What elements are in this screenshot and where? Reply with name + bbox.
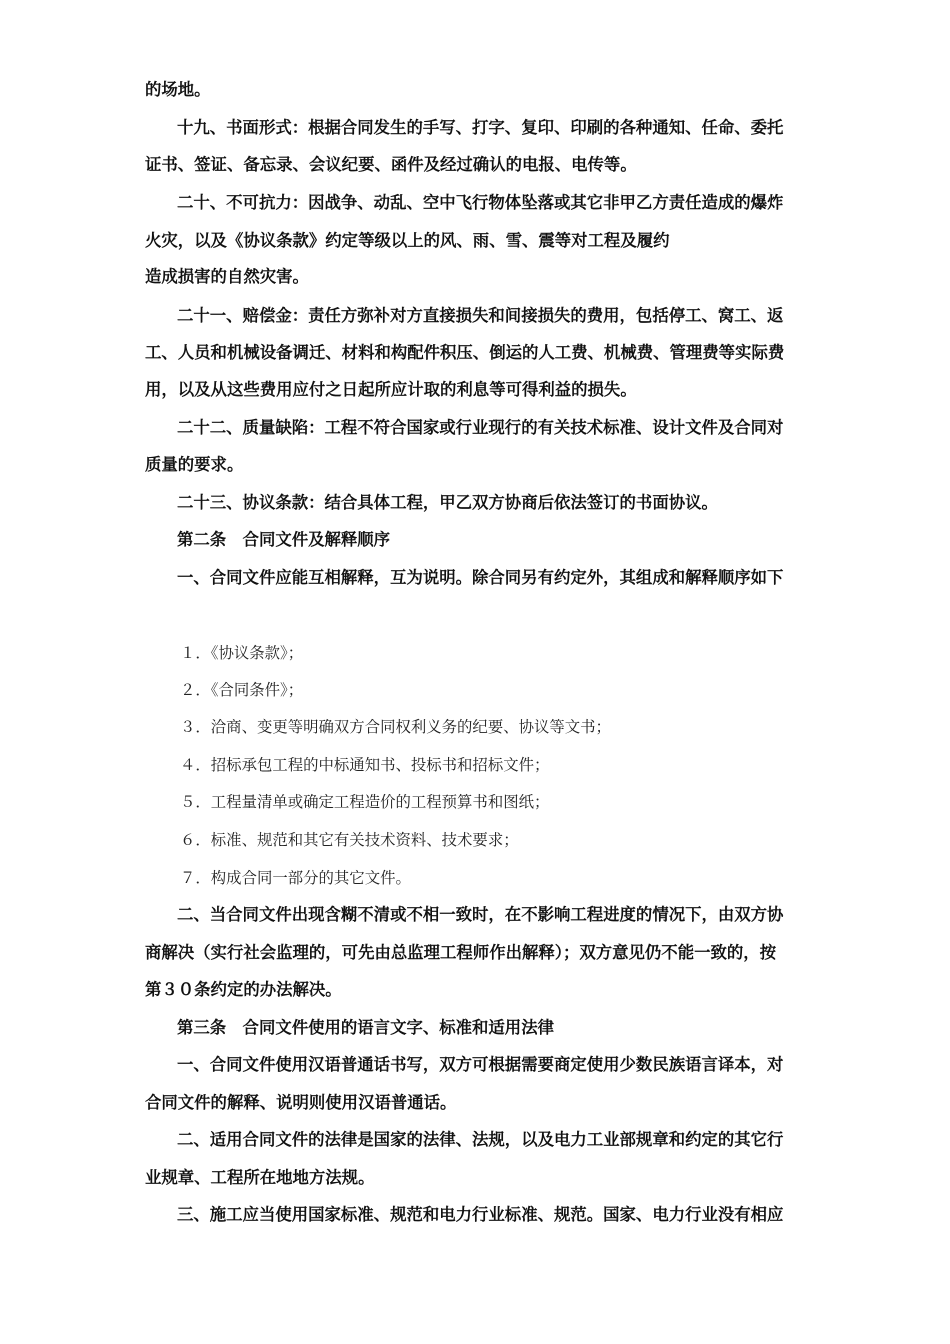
list-item: １．《协议条款》； [180, 644, 304, 662]
article-3-heading: 第三条 合同文件使用的语言文字、标准和适用法律 [177, 1018, 554, 1037]
clause-20-line-2: 火灾，以及《协议条款》约定等级以上的风、雨、雪、震等对工程及履约 [145, 231, 670, 250]
clause-22-line-2: 质量的要求。 [145, 455, 244, 474]
clause-21-line-2: 工、人员和机械设备调迁、材料和构配件积压、倒运的人工费、机械费、管理费等实际费 [145, 343, 785, 362]
article-3-para-2-line-2: 业规章、工程所在地地方法规。 [145, 1168, 375, 1187]
clause-20-line-1: 二十、不可抗力：因战争、动乱、空中飞行物体坠落或其它非甲乙方责任造成的爆炸 [177, 193, 784, 212]
list-item: ５．工程量清单或确定工程造价的工程预算书和图纸； [180, 793, 550, 811]
clause-19-line-2: 证书、签证、备忘录、会议纪要、函件及经过确认的电报、电传等。 [145, 155, 637, 174]
text-line: 的场地。 [145, 80, 211, 99]
list-item: ４．招标承包工程的中标通知书、投标书和招标文件； [180, 756, 550, 774]
clause-21-line-1: 二十一、赔偿金：责任方弥补对方直接损失和间接损失的费用，包括停工、窝工、返 [177, 306, 784, 325]
clause-22-line-1: 二十二、质量缺陷：工程不符合国家或行业现行的有关技术标准、设计文件及合同对 [177, 418, 784, 437]
clause-20-line-3: 造成损害的自然灾害。 [145, 267, 309, 286]
article-3-para-1-line-1: 一、合同文件使用汉语普通话书写，双方可根据需要商定使用少数民族语言译本，对 [177, 1055, 784, 1074]
article-3-para-3-line-1: 三、施工应当使用国家标准、规范和电力行业标准、规范。国家、电力行业没有相应 [177, 1205, 784, 1224]
list-item: ７．构成合同一部分的其它文件。 [180, 869, 411, 887]
clause-23-line-1: 二十三、协议条款：结合具体工程，甲乙双方协商后依法签订的书面协议。 [177, 493, 718, 512]
clause-19-line-1: 十九、书面形式：根据合同发生的手写、打字、复印、印刷的各种通知、任命、委托 [177, 118, 784, 137]
list-item: ３．洽商、变更等明确双方合同权利义务的纪要、协议等文书； [180, 718, 611, 736]
list-item: ６．标准、规范和其它有关技术资料、技术要求； [180, 831, 519, 849]
article-2-heading: 第二条 合同文件及解释顺序 [177, 530, 391, 549]
article-2-para-2-line-1: 二、当合同文件出现含糊不清或不相一致时，在不影响工程进度的情况下，由双方协 [177, 905, 784, 924]
clause-21-line-3: 用，以及从这些费用应付之日起所应计取的利息等可得利益的损失。 [145, 380, 637, 399]
article-3-para-1-line-2: 合同文件的解释、说明则使用汉语普通话。 [145, 1093, 457, 1112]
article-3-para-2-line-1: 二、适用合同文件的法律是国家的法律、法规，以及电力工业部规章和约定的其它行 [177, 1130, 784, 1149]
article-2-para-2-line-2: 商解决（实行社会监理的，可先由总监理工程师作出解释）；双方意见仍不能一致的，按 [145, 943, 777, 962]
article-2-para-1: 一、合同文件应能互相解释，互为说明。除合同另有约定外，其组成和解释顺序如下 [177, 568, 784, 587]
article-2-para-2-line-3: 第３０条约定的办法解决。 [145, 980, 342, 999]
list-item: ２．《合同条件》； [180, 681, 304, 699]
